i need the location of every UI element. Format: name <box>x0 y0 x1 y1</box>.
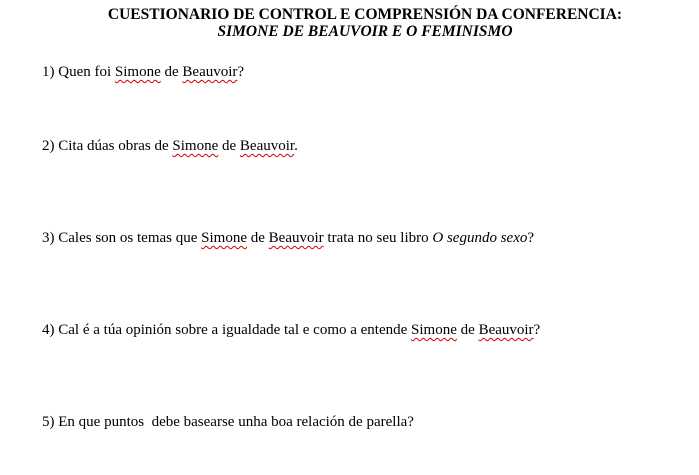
question-text: Cal é a túa opinión sobre a igualdade tal e como a entende <box>58 322 408 338</box>
question-text: de <box>460 322 475 338</box>
spellcheck-word: Beauvoir <box>182 64 238 80</box>
question-text: de <box>221 138 237 154</box>
question-text: trata no seu libro <box>327 230 429 246</box>
question-text: Cita dúas obras de <box>58 138 169 154</box>
question-text: Quen foi <box>58 64 112 80</box>
spellcheck-word: Simone <box>411 322 457 338</box>
question-number: 3) <box>42 230 55 246</box>
question-text: de <box>164 64 179 80</box>
question-number: 4) <box>42 322 55 338</box>
question-2 <box>42 137 298 155</box>
question-number: 5) <box>42 414 55 430</box>
spellcheck-word: Simone <box>172 138 219 154</box>
spellcheck-word: Simone <box>201 230 247 246</box>
question-5 <box>42 413 414 431</box>
question-punctuation: ? <box>527 230 535 246</box>
question-text: En que puntos debe basearse unha boa relación de parella? <box>58 414 414 430</box>
spellcheck-word: Beauvoir <box>239 138 295 154</box>
title-block <box>0 6 699 40</box>
question-4 <box>42 321 540 339</box>
spellcheck-word: Simone <box>114 64 161 80</box>
spellcheck-word: Beauvoir <box>268 230 324 246</box>
document-subtitle: SIMONE DE BEAUVOIR E O FEMINISMO <box>217 23 513 40</box>
question-number: 2) <box>42 138 55 154</box>
question-punctuation: . <box>294 138 298 154</box>
question-number: 1) <box>42 64 55 80</box>
book-title: O segundo sexo <box>432 230 528 246</box>
question-punctuation: ? <box>533 322 541 338</box>
document-title: CUESTIONARIO DE CONTROL E COMPRENSIÓN DA CONFERENCIA: <box>107 6 623 23</box>
question-text: Cales son os temas que <box>58 230 198 246</box>
spellcheck-word: Beauvoir <box>478 322 534 338</box>
question-1 <box>42 63 244 81</box>
question-punctuation: ? <box>237 64 245 80</box>
question-3 <box>42 229 534 247</box>
question-text: de <box>250 230 265 246</box>
